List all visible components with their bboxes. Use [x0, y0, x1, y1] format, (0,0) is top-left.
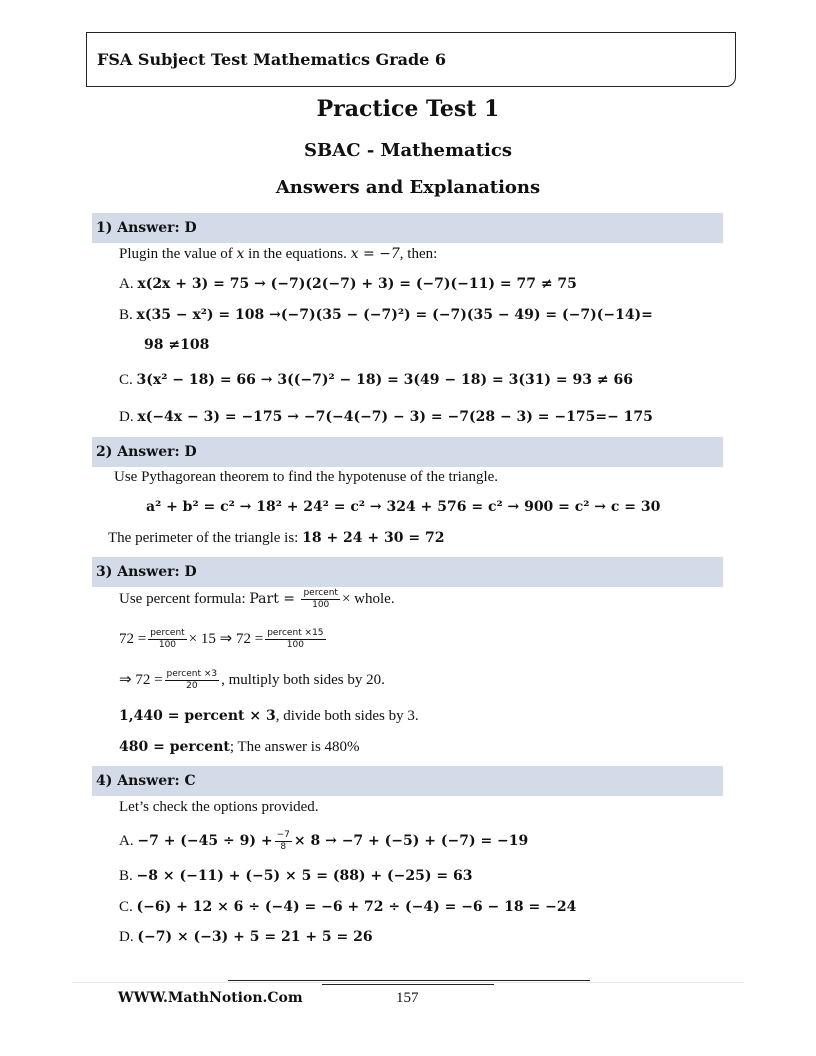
- q1-a-label: A.: [119, 276, 134, 292]
- q3-l1-end: × whole.: [341, 590, 395, 607]
- q1-d-math: x(−4x − 3) = −175 → −7(−4(−7) − 3) = −7(28 − 3) = −175=− 175: [137, 409, 653, 425]
- q4-a-fraction: [275, 830, 292, 853]
- q4-c-label: C.: [119, 899, 133, 915]
- q1-c-math: = 66 → 3((−7)² − 18) = 3(49 − 18) = 3(31) = 93 ≠ 66: [214, 372, 633, 388]
- q1-intro-mid: in the equations.: [244, 246, 351, 262]
- q3-l5-end: ; The answer is 480%: [229, 739, 360, 755]
- q4-b-math: −8 × (−11) + (−5) × 5 = (88) + (−25) = 63: [136, 868, 473, 884]
- page-number: 157: [396, 990, 419, 1006]
- q3-frac2-den: 100: [158, 640, 177, 650]
- q3-fraction-2: [148, 628, 186, 651]
- q3-line-3: [119, 669, 385, 692]
- q1-option-a: [119, 276, 577, 293]
- q2-math: [146, 499, 660, 516]
- q4-a-math-2: × 8 → −7 + (−5) + (−7) = −19: [293, 832, 529, 849]
- q1-d-label: D.: [119, 409, 134, 425]
- q4-c-math: (−6) + 12 × 6 ÷ (−4) = −6 + 72 ÷ (−4) = −6 − 18 = −24: [136, 899, 577, 915]
- q4-b-label: B.: [119, 868, 133, 884]
- q1-intro-eq: x = −7: [350, 246, 400, 262]
- q3-l2-a: 72 =: [119, 630, 147, 647]
- q1-option-b: [119, 307, 653, 324]
- q3-l1-part: Part =: [249, 590, 300, 607]
- answer-bar-3: 3) Answer: D: [92, 557, 723, 587]
- q1-intro-end: , then:: [399, 246, 438, 262]
- q3-line-2: [119, 628, 328, 651]
- q1-b-label: B.: [119, 307, 133, 323]
- q4-intro: Let’s check the options provided.: [119, 799, 319, 815]
- q1-b-math2: 98 ≠108: [144, 337, 210, 353]
- q3-l4-math: 1,440 = percent × 3: [119, 708, 276, 724]
- q2-intro: Use Pythagorean theorem to find the hypotenuse of the triangle.: [114, 469, 499, 485]
- q3-frac2-num: percent: [150, 628, 185, 638]
- q4-d-label: D.: [119, 929, 134, 945]
- q1-c-label: C.: [119, 372, 133, 388]
- q1-option-d: [119, 409, 653, 426]
- q3-frac4-num: percent ×3: [166, 669, 218, 679]
- q4-d-math: (−7) × (−3) + 5 = 21 + 5 = 26: [137, 929, 373, 945]
- q3-fraction-3: [265, 628, 325, 651]
- q3-l1-text: Use percent formula:: [119, 590, 250, 607]
- q4-option-a: [119, 830, 528, 853]
- q3-frac1-num: percent: [303, 588, 338, 598]
- q3-line-1: [119, 588, 395, 611]
- q1-intro-var: x: [236, 246, 245, 262]
- q3-frac3-num: percent ×15: [267, 628, 324, 638]
- q3-frac3-den: 100: [286, 640, 304, 650]
- q4-a-frac-den: 8: [280, 842, 287, 852]
- q1-c-math-pre: 3(x² − 18): [136, 372, 215, 388]
- answer-bar-1: 1) Answer: D: [92, 213, 723, 243]
- q3-l3-a: ⇒ 72 =: [119, 671, 163, 688]
- q4-option-d: [119, 929, 373, 946]
- footer-website: WWW.MathNotion.Com: [118, 990, 303, 1006]
- q2-perimeter-text: The perimeter of the triangle is:: [108, 530, 303, 546]
- q1-a-math: x(2x + 3) = 75 → (−7)(2(−7) + 3) = (−7)(−11) = 77 ≠ 75: [137, 276, 577, 292]
- q1-intro-text: Plugin the value of: [119, 246, 237, 262]
- q2-perimeter: [108, 530, 444, 547]
- answer-bar-2: 2) Answer: D: [92, 437, 723, 467]
- q3-l3-end: , multiply both sides by 20.: [221, 671, 385, 688]
- q4-option-b: [119, 868, 472, 885]
- answer-bar-4: 4) Answer: C: [92, 766, 723, 796]
- q3-l4-end: , divide both sides by 3.: [275, 708, 419, 724]
- q4-a-frac-num: −7: [276, 830, 290, 840]
- section-title: Answers and Explanations: [275, 177, 541, 198]
- q2-math-text: a² + b² = c² → 18² + 24² = c² → 324 + 576 = c² → 900 = c² → c = 30: [146, 499, 661, 515]
- q3-l5-math: 480 = percent: [119, 739, 230, 755]
- q3-frac1-den: 100: [312, 600, 330, 610]
- q1-option-b-cont: [144, 337, 209, 354]
- q2-perimeter-math: 18 + 24 + 30 = 72: [302, 530, 445, 546]
- q1-b-math: x(35 − x²) = 108 →(−7)(35 − (−7)²) = (−7)(35 − 49) = (−7)(−14)=: [136, 307, 653, 323]
- header-title: FSA Subject Test Mathematics Grade 6: [97, 50, 447, 69]
- header-box: [86, 32, 736, 87]
- q3-fraction-1: [301, 588, 339, 611]
- footer-divider-short: [322, 984, 494, 985]
- q4-a-label: A.: [119, 832, 134, 849]
- q1-intro: [119, 246, 437, 263]
- q4-option-c: [119, 899, 576, 916]
- page-subtitle: SBAC - Mathematics: [304, 140, 512, 161]
- q3-l2-b: × 15 ⇒ 72 =: [188, 630, 264, 647]
- q4-a-math-1: −7 + (−45 ÷ 9) +: [137, 832, 273, 849]
- q3-line-4: [119, 708, 419, 725]
- footer-divider-light: [72, 982, 744, 983]
- footer-divider: [228, 980, 590, 981]
- q3-frac4-den: 20: [186, 681, 198, 691]
- q1-option-c: [119, 372, 633, 389]
- q3-line-5: [119, 739, 360, 756]
- page-title: Practice Test 1: [316, 96, 500, 122]
- q3-fraction-4: [165, 669, 220, 692]
